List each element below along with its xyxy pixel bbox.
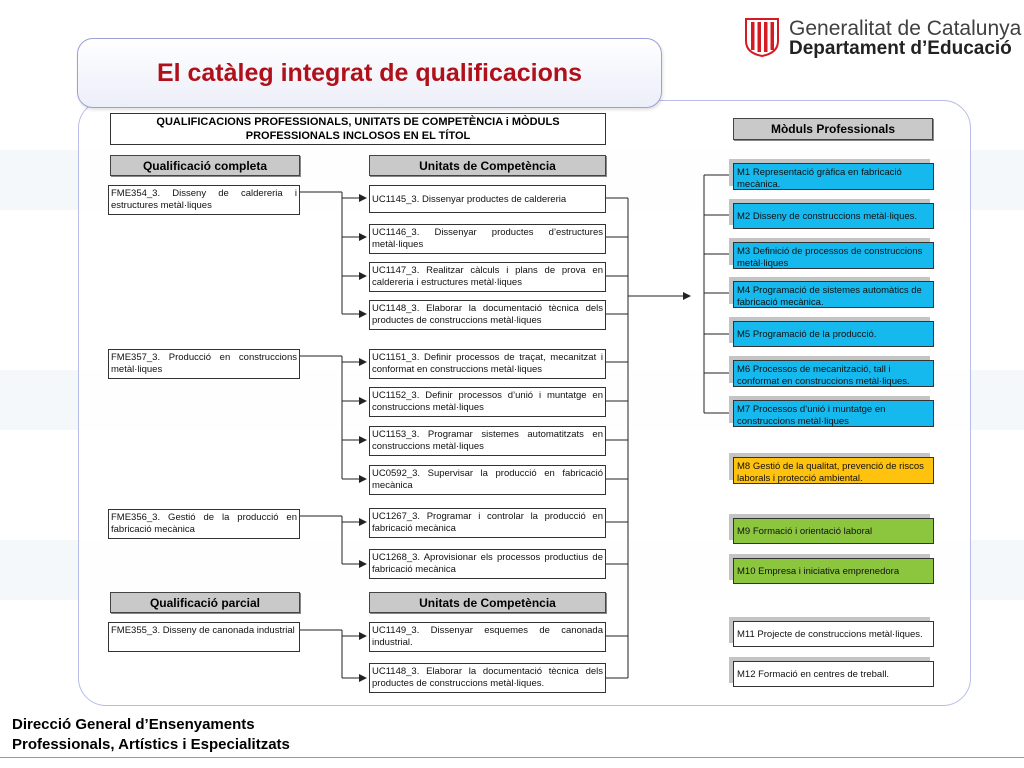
- module-box: M6 Processos de mecanització, tall i conformat en construccions metàl·liques.: [733, 360, 934, 387]
- unit-box: UC1153_3. Programar sistemes automatitzats en construccions metàl·liques: [369, 426, 606, 456]
- page-title: El catàleg integrat de qualificacions: [156, 58, 583, 87]
- unit-box: UC1151_3. Definir processos de traçat, mecanitzat i conformat en construccions metàl·liques: [369, 349, 606, 379]
- unit-box: UC1148_3. Elaborar la documentació tècnica dels productes de construccions metàl·liques: [369, 300, 606, 330]
- unit-box: UC1146_3. Dissenyar productes d’estructures metàl·liques: [369, 224, 606, 254]
- unit-box: UC1267_3. Programar i controlar la producció en fabricació mecànica: [369, 508, 606, 538]
- module-box: M3 Definició de processos de construccions metàl·liques: [733, 242, 934, 269]
- logo-generalitat-text: Generalitat de Catalunya: [789, 17, 1022, 40]
- footer-line-2: Professionals, Artístics i Especialitzats: [12, 736, 290, 753]
- qualification-box: FME355_3. Disseny de canonada industrial: [108, 622, 300, 652]
- unit-box: UC1147_3. Realitzar càlculs i plans de prova en caldereria i estructures metàl·liques: [369, 262, 606, 292]
- column-header-qualificacio-parcial: Qualificació parcial: [110, 592, 300, 613]
- unit-box: UC1268_3. Aprovisionar els processos productius de fabricació mecànica: [369, 549, 606, 579]
- module-box: M12 Formació en centres de treball.: [733, 661, 934, 687]
- column-header-qualificacio-completa: Qualificació completa: [110, 155, 300, 176]
- module-box: M7 Processos d’unió i muntatge en construccions metàl·liques: [733, 400, 934, 427]
- footer-line-1: Direcció General d’Ensenyaments: [12, 716, 255, 733]
- logo-department-text: Departament d’Educació: [789, 38, 1012, 59]
- qualification-box: FME354_3. Disseny de caldereria i estructures metàl·liques: [108, 185, 300, 215]
- bottom-divider: [0, 757, 1024, 758]
- column-header-moduls: Mòduls Professionals: [733, 118, 933, 140]
- module-box: M5 Programació de la producció.: [733, 321, 934, 347]
- footer-credit: [12, 715, 290, 755]
- unit-box: UC1148_3. Elaborar la documentació tècnica dels productes de construccions metàl·liques.: [369, 663, 606, 693]
- module-box: M1 Representació gràfica en fabricació mecànica.: [733, 163, 934, 190]
- unit-box: UC1149_3. Dissenyar esquemes de canonada industrial.: [369, 622, 606, 652]
- module-box: M10 Empresa i iniciativa emprenedora: [733, 558, 934, 584]
- column-header-unitats-parcial: Unitats de Competència: [369, 592, 606, 613]
- unit-box: UC1145_3. Dissenyar productes de caldereria: [369, 185, 606, 213]
- module-box: M8 Gestió de la qualitat, prevenció de riscos laborals i protecció ambiental.: [733, 457, 934, 484]
- unit-box: UC0592_3. Supervisar la producció en fabricació mecànica: [369, 465, 606, 495]
- module-box: M2 Disseny de construccions metàl·liques.: [733, 203, 934, 229]
- module-box: M9 Formació i orientació laboral: [733, 518, 934, 544]
- column-header-unitats: Unitats de Competència: [369, 155, 606, 176]
- qualification-box: FME356_3. Gestió de la producció en fabricació mecànica: [108, 509, 300, 539]
- unit-box: UC1152_3. Definir processos d’unió i muntatge en construccions metàl·liques: [369, 387, 606, 417]
- qualification-box: FME357_3. Producció en construccions metàl·liques: [108, 349, 300, 379]
- module-box: M4 Programació de sistemes automàtics de fabricació mecànica.: [733, 281, 934, 308]
- module-box: M11 Projecte de construccions metàl·liques.: [733, 621, 934, 647]
- catalog-header: QUALIFICACIONS PROFESSIONALS, UNITATS DE COMPETÈNCIA i MÒDULS PROFESSIONALS INCLOSOS EN EL TÍTOL: [110, 113, 606, 145]
